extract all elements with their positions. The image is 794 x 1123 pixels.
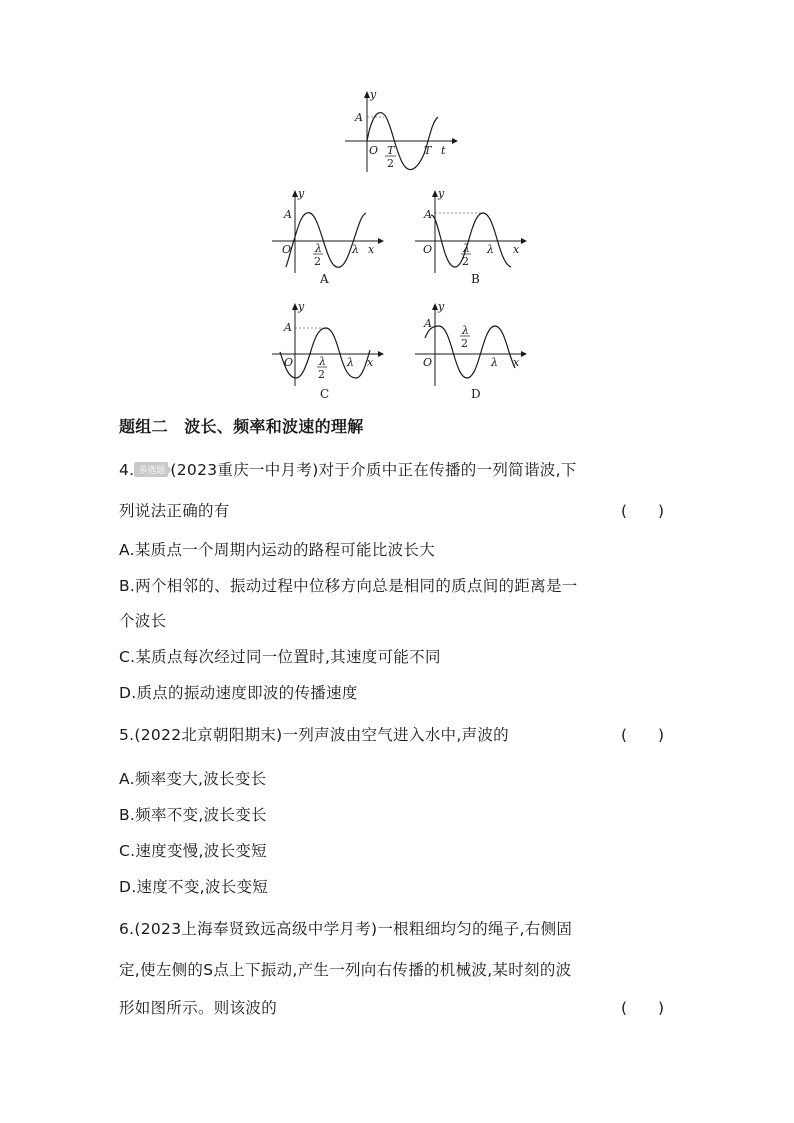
q4-answer-parentheses: ( )	[621, 502, 665, 520]
x-axis-label: x	[367, 356, 374, 369]
x-axis-arrow	[378, 238, 384, 244]
q4-option-b-cont: 个波长	[119, 612, 167, 630]
q5-option-b: B.频率不变,波长变长	[119, 806, 267, 824]
waveform-curve	[286, 213, 366, 268]
q5-option-a: A.频率变大,波长变长	[119, 770, 267, 788]
graph-d-svg	[411, 298, 531, 402]
origin-label: O	[284, 356, 294, 369]
q6-number: 6.	[119, 920, 135, 938]
period-label: T	[424, 144, 432, 157]
q4-number: 4.	[119, 461, 135, 479]
q4-source: (2023重庆一中月考)	[170, 461, 319, 479]
q6-answer-parentheses: ( )	[621, 999, 665, 1017]
graph-option-a	[268, 185, 388, 285]
q5-source: (2022北京朝阳期末)	[134, 726, 283, 744]
amplitude-label: A	[424, 208, 432, 221]
q4-option-a: A.某质点一个周期内运动的路程可能比波长大	[119, 541, 436, 559]
t-axis-label: t	[441, 144, 446, 157]
wavelength-label: λ	[487, 243, 494, 256]
x-axis-arrow	[521, 351, 527, 357]
y-label: y	[298, 300, 305, 313]
wavelength-label: λ	[491, 356, 498, 369]
option-caption: B	[471, 272, 480, 286]
half-wavelength-denominator: 2	[461, 337, 468, 350]
option-caption: C	[320, 387, 330, 401]
q4-option-b: B.两个相邻的、振动过程中位移方向总是相同的质点间的距离是一	[119, 577, 578, 595]
graph-option-c	[268, 298, 388, 402]
x-axis-arrow	[521, 238, 527, 244]
q6-stem-line3: 形如图所示。则该波的	[119, 999, 278, 1017]
q4-option-d: D.质点的振动速度即波的传播速度	[119, 684, 358, 702]
q5-option-d: D.速度不变,波长变短	[119, 878, 269, 896]
x-axis-label: x	[368, 243, 375, 256]
q5-option-c: C.速度变慢,波长变短	[119, 842, 267, 860]
waveform-curve	[425, 326, 515, 378]
y-label: y	[438, 187, 445, 200]
origin-label: O	[369, 144, 379, 157]
half-wavelength-numerator: λ	[315, 242, 322, 255]
amplitude-label: A	[284, 208, 292, 221]
wavelength-label: λ	[352, 243, 359, 256]
q6-stem-line2: 定,使左侧的S点上下振动,产生一列向右传播的机械波,某时刻的波	[119, 961, 572, 979]
q5-stem-text: 一列声波由空气进入水中,声波的	[282, 726, 509, 744]
origin-label: O	[423, 243, 433, 256]
graph-a-svg	[268, 185, 388, 285]
q5-stem	[119, 723, 509, 745]
x-axis-label: x	[513, 356, 520, 369]
t-axis-arrow	[452, 138, 458, 144]
option-caption: A	[320, 272, 329, 286]
x-axis-arrow	[378, 351, 384, 357]
graph-c-svg	[268, 298, 388, 402]
half-period-denominator: 2	[387, 157, 394, 170]
half-wavelength-numerator: λ	[463, 242, 470, 255]
graph-option-b	[411, 185, 531, 285]
y-label: y	[438, 300, 445, 313]
q4-stem-line2: 列说法正确的有	[119, 502, 230, 520]
origin-label: O	[282, 243, 292, 256]
origin-label: O	[423, 356, 433, 369]
q6-stem-line1	[119, 917, 572, 939]
q4-stem-text: 对于介质中正在传播的一列简谐波,下	[318, 461, 577, 479]
x-axis-label: x	[513, 243, 520, 256]
option-caption: D	[471, 387, 481, 401]
q6-source: (2023上海奉贤致远高级中学月考)	[134, 920, 378, 938]
main-graph-svg	[340, 88, 460, 178]
main-graph-y-t	[340, 88, 460, 178]
amplitude-label: A	[355, 111, 363, 124]
half-period-numerator: T	[387, 144, 395, 157]
half-wavelength-denominator: 2	[314, 255, 321, 268]
amplitude-label: A	[284, 321, 292, 334]
q5-answer-parentheses: ( )	[621, 726, 665, 744]
wavelength-label: λ	[347, 356, 354, 369]
q6-stem-text: 一根粗细均匀的绳子,右侧固	[377, 920, 573, 938]
q4-stem-line1	[119, 458, 577, 480]
graph-option-d	[411, 298, 531, 402]
multi-choice-badge: 多选题	[134, 462, 168, 477]
waveform-curve	[280, 328, 370, 378]
half-wavelength-denominator: 2	[462, 255, 469, 268]
half-wavelength-denominator: 2	[318, 368, 325, 381]
q5-number: 5.	[119, 726, 135, 744]
section-heading: 题组二 波长、频率和波速的理解	[119, 417, 364, 436]
half-wavelength-numerator: λ	[319, 355, 326, 368]
amplitude-label: A	[424, 317, 432, 330]
y-label: y	[298, 187, 305, 200]
waveform-curve	[431, 213, 511, 267]
half-wavelength-numerator: λ	[462, 324, 469, 337]
graph-b-svg	[411, 185, 531, 285]
q4-option-c: C.某质点每次经过同一位置时,其速度可能不同	[119, 648, 441, 666]
y-label: y	[370, 88, 377, 101]
